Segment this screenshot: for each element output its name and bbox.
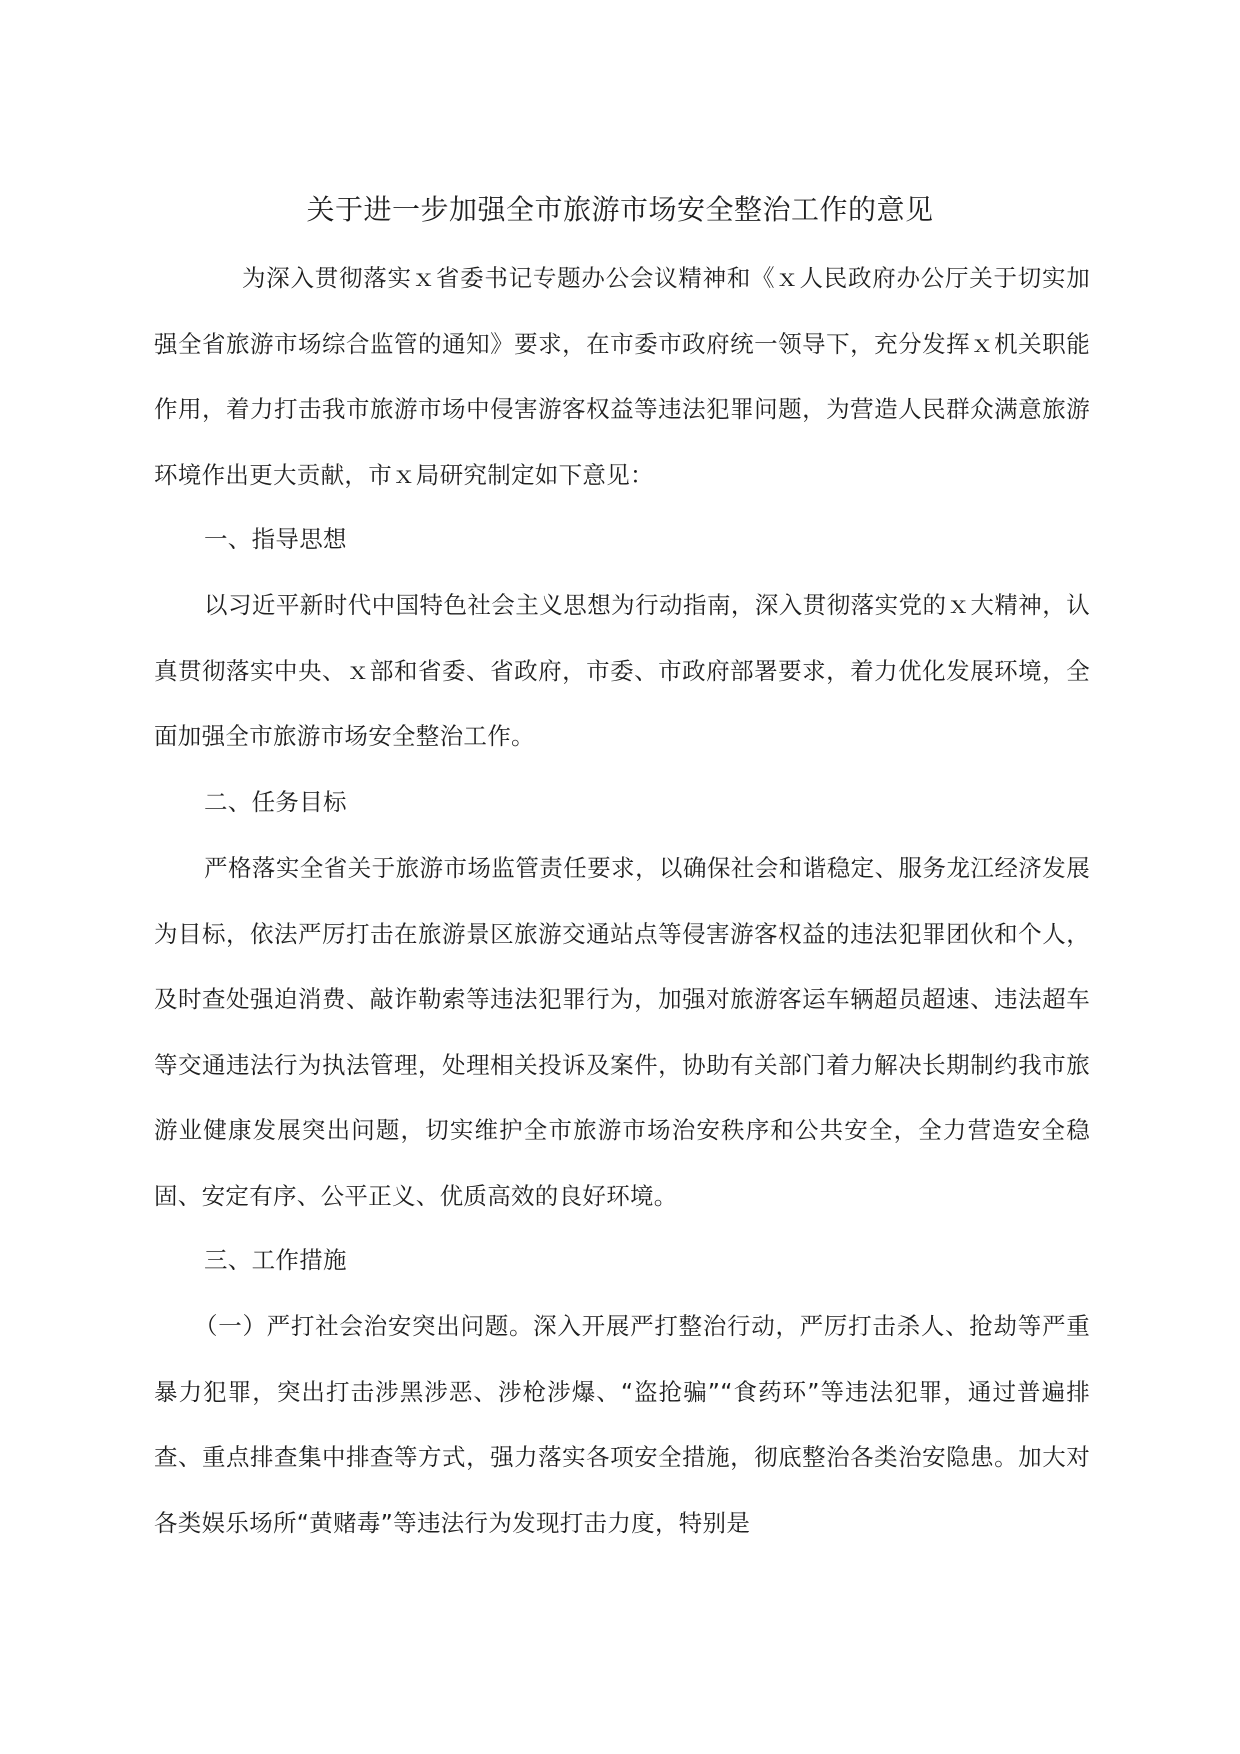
- section-heading-task-goals: 二、任务目标: [204, 788, 347, 816]
- section-paragraph-task-goals: 严格落实全省关于旅游市场监管责任要求，以确保社会和谐稳定、服务龙江经济发展为目标，依法严厉打击在旅游景区旅游交通站点等侵害游客权益的违法犯罪团伙和个人，及时查处强迫消费、敲诈勒索等违法犯罪行为，加强对旅游客运车辆超员超速、违法超车等交通违法行为执法管理，处理相关投诉及案件，协助有关部门着力解决长期制约我市旅游业健康发展突出问题，切实维护全市旅游市场治安秩序和公共安全，全力营造安全稳固、安定有序、公平正义、优质高效的良好环境。: [154, 854, 1090, 1210]
- section-heading-guiding-ideology: 一、指导思想: [204, 525, 347, 553]
- intro-paragraph: 为深入贯彻落实ｘ省委书记专题办公会议精神和《ｘ人民政府办公厅关于切实加强全省旅游市场综合监管的通知》要求，在市委市政府统一领导下，充分发挥ｘ机关职能作用，着力打击我市旅游市场中侵害游客权益等违法犯罪问题，为营造人民群众满意旅游环境作出更大贡献，市ｘ局研究制定如下意见：: [154, 264, 1090, 489]
- section-heading-work-measures: 三、工作措施: [204, 1246, 347, 1274]
- document-title: 关于进一步加强全市旅游市场安全整治工作的意见: [306, 193, 934, 226]
- section-paragraph-work-measures-item-1: （一）严打社会治安突出问题。深入开展严打整治行动，严厉打击杀人、抢劫等严重暴力犯罪，突出打击涉黑涉恶、涉枪涉爆、“盗抢骗”“食药环”等违法犯罪，通过普遍排查、重点排查集中排查等方式，强力落实各项安全措施，彻底整治各类治安隐患。加大对各类娱乐场所“黄赌毒”等违法行为发现打击力度，特别是: [154, 1312, 1090, 1537]
- section-paragraph-guiding-ideology: 以习近平新时代中国特色社会主义思想为行动指南，深入贯彻落实党的ｘ大精神，认真贯彻落实中央、ｘ部和省委、省政府，市委、市政府部署要求，着力优化发展环境，全面加强全市旅游市场安全整治工作。: [154, 591, 1090, 750]
